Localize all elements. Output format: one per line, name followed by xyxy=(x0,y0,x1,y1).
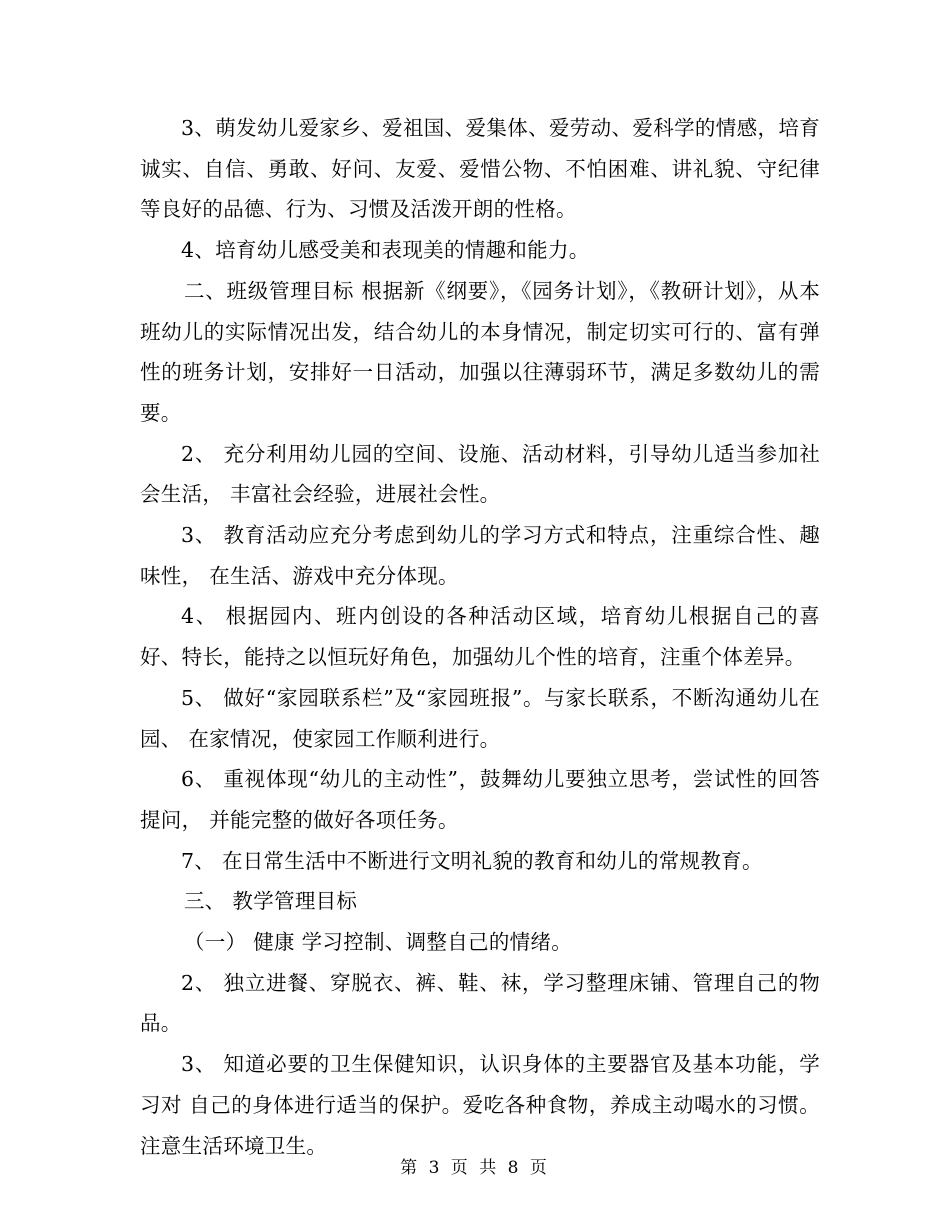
paragraph-class-management-goal: 二、班级管理目标 根据新《纲要》，《园务计划》，《教研计划》，从本班幼儿的实际情况出发，结合幼儿的本身情况，制定切实可行的、富有弹性的班务计划，安排好一日活动，加强以往薄弱环节，满足多数幼儿的需要。 xyxy=(140,278,820,425)
section-heading-teaching-goals: 三、 教学管理目标 xyxy=(184,889,358,914)
page-number-footer: 第 3 页 共 8 页 xyxy=(400,1158,550,1178)
paragraph-class-item-4: 4、 根据园内、班内创设的各种活动区域，培育幼儿根据自己的喜好、特长，能持之以恒玩好角色，加强幼儿个性的培育，注重个体差异。 xyxy=(140,604,820,670)
paragraph-class-item-3: 3、 教育活动应充分考虑到幼儿的学习方式和特点，注重综合性、趣味性， 在生活、游戏中充分体现。 xyxy=(140,523,820,588)
paragraph-goal-3: 3、萌发幼儿爱家乡、爱祖国、爱集体、爱劳动、爱科学的情感，培育诚实、自信、勇敢、好问、友爱、爱惜公物、不怕困难、讲礼貌、守纪律等良好的品德、行为、习惯及活泼开朗的性格。 xyxy=(140,116,820,222)
body-text xyxy=(140,108,820,1166)
paragraph-goal-4: 4、培育幼儿感受美和表现美的情趣和能力。 xyxy=(181,238,590,263)
paragraph-class-item-6: 6、 重视体现“幼儿的主动性”，鼓舞幼儿要独立思考，尝试性的回答提问， 并能完整的做好各项任务。 xyxy=(140,767,820,832)
paragraph-health-1: （一） 健康 学习控制、调整自己的情绪。 xyxy=(184,930,573,955)
paragraph-class-item-7: 7、 在日常生活中不断进行文明礼貌的教育和幼儿的常规教育。 xyxy=(181,848,763,873)
paragraph-health-3: 3、 知道必要的卫生保健知识，认识身体的主要器官及基本功能，学习对 自己的身体进行适当的保护。爱吃各种食物，养成主动喝水的习惯。注意生活环境卫生。 xyxy=(140,1052,820,1158)
paragraph-class-item-5: 5、 做好“家园联系栏”及“家园班报”。与家长联系，不断沟通幼儿在园、 在家情况，使家园工作顺利进行。 xyxy=(140,685,820,751)
paragraph-class-item-2: 2、 充分利用幼儿园的空间、设施、活动材料，引导幼儿适当参加社会生活， 丰富社会经验，进展社会性。 xyxy=(140,441,820,507)
paragraph-health-2: 2、 独立进餐、穿脱衣、裤、鞋、袜，学习整理床铺、管理自己的物品。 xyxy=(140,970,820,1036)
